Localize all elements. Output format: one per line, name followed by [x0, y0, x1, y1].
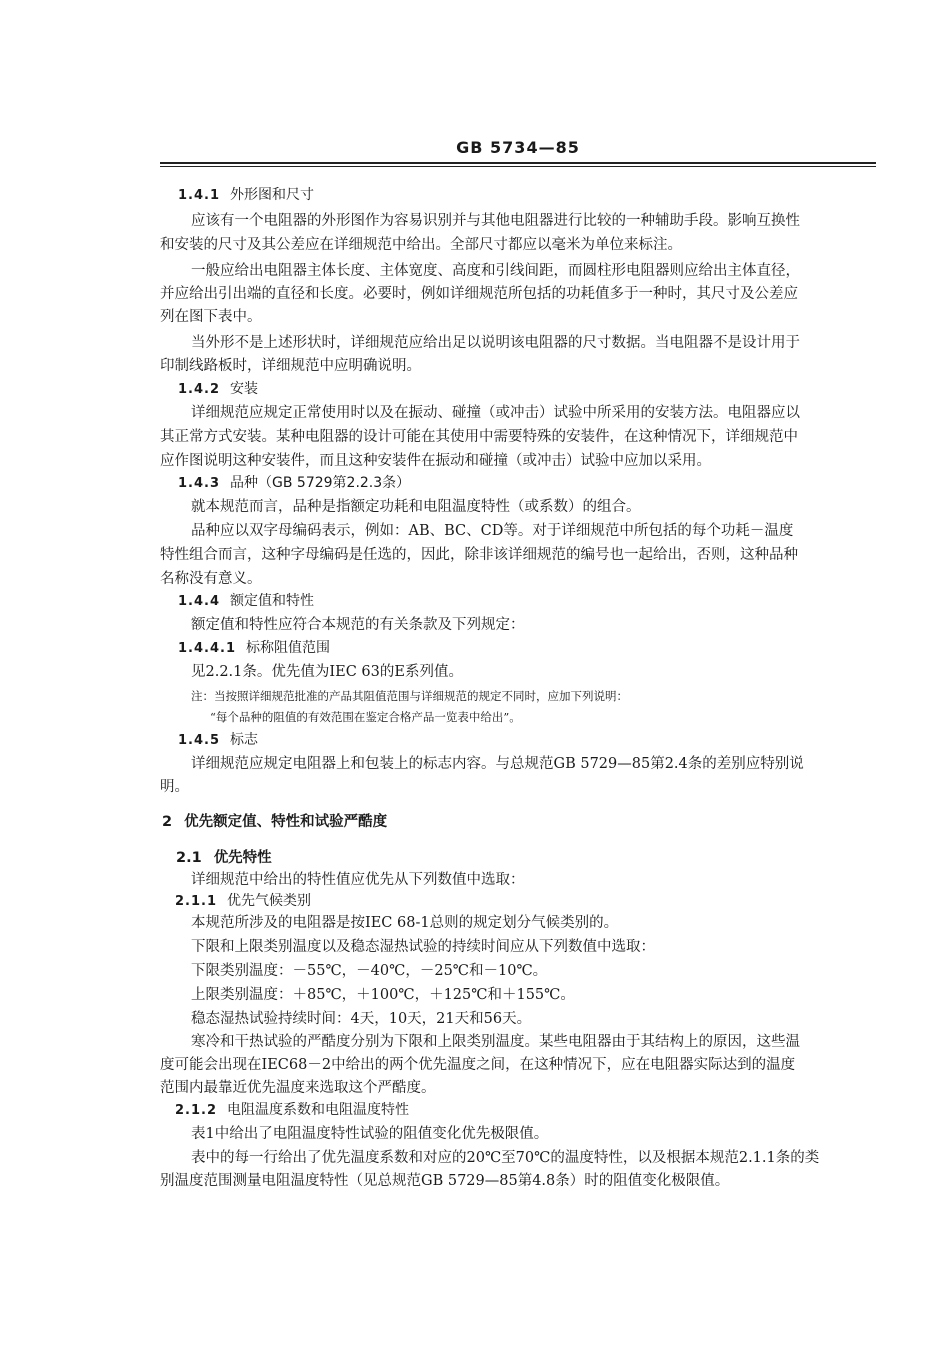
paragraph-line: 下限和上限类别温度以及稳态湿热试验的持续时间应从下列数值中选取： — [191, 939, 655, 955]
paragraph-line: 范围内最靠近优先温度来选取这个严酷度。 — [160, 1080, 436, 1096]
heading-2-1-1 — [175, 891, 311, 912]
paragraph-line: 表中的每一行给出了优先温度系数和对应的20℃至70℃的温度特性，以及根据本规范2.1.1条的类 — [191, 1150, 820, 1166]
heading-1-4-1 — [178, 185, 314, 206]
section-number: 1.4.3 — [178, 476, 221, 491]
header-rule — [160, 162, 876, 164]
paragraph-line: 列在图下表中。 — [160, 309, 262, 325]
header-rule-thin — [160, 166, 876, 167]
heading-2 — [162, 812, 387, 832]
paragraph-line: 印制线路板时，详细规范中应明确说明。 — [160, 358, 421, 374]
section-title: 优先特性 — [213, 850, 272, 866]
paragraph-line: 其正常方式安装。某种电阻器的设计可能在其使用中需要特殊的安装件，在这种情况下，详细规范中 — [160, 429, 798, 445]
section-number: 1.4.5 — [178, 733, 221, 748]
paragraph-line: 寒冷和干热试验的严酷度分别为下限和上限类别温度。某些电阻器由于其结构上的原因，这些温 — [191, 1034, 800, 1050]
section-number: 2.1.1 — [175, 894, 218, 909]
section-title: 安装 — [230, 381, 259, 397]
section-title: 额定值和特性 — [230, 593, 315, 609]
section-number: 1.4.1 — [178, 188, 221, 203]
paragraph-line: 当外形不是上述形状时，详细规范应给出足以说明该电阻器的尺寸数据。当电阻器不是设计用于 — [191, 335, 800, 351]
section-title: 标称阻值范围 — [246, 640, 330, 656]
paragraph-line: 特性组合而言，这种字母编码是任选的，因此，除非该详细规范的编号也一起给出，否则，这种品种 — [160, 547, 798, 563]
section-title: 电阻温度系数和电阻温度特性 — [227, 1102, 410, 1118]
section-number: 2 — [162, 814, 173, 830]
paragraph-line: 上限类别温度：＋85℃，＋100℃，＋125℃和＋155℃。 — [191, 987, 575, 1003]
section-number: 1.4.4 — [178, 594, 221, 609]
paragraph-line: 详细规范中给出的特性值应优先从下列数值中选取： — [191, 872, 525, 888]
paragraph-line: 度可能会出现在IEC68－2中给出的两个优先温度之间，在这种情况下，应在电阻器实际达到的温度 — [160, 1057, 796, 1073]
paragraph-line: 应作图说明这种安装件，而且这种安装件在振动和碰撞（或冲击）试验中应加以采用。 — [160, 453, 711, 469]
heading-1-4-3 — [178, 473, 410, 494]
paragraph-line: 和安装的尺寸及其公差应在详细规范中给出。全部尺寸都应以毫米为单位来标注。 — [160, 237, 682, 253]
note-line: “每个品种的阻值的有效范围在鉴定合格产品一览表中给出”。 — [210, 710, 521, 724]
section-title: 优先额定值、特性和试验严酷度 — [184, 814, 388, 830]
note-line: 注：当按照详细规范批准的产品其阻值范围与详细规范的规定不同时，应加下列说明： — [191, 689, 628, 703]
section-title: 外形图和尺寸 — [230, 187, 315, 203]
heading-1-4-4-1 — [178, 638, 330, 659]
section-title: 品种（GB 5729第2.2.3条） — [230, 475, 411, 491]
section-number: 1.4.4.1 — [178, 641, 236, 656]
paragraph-line: 品种应以双字母编码表示，例如：AB、BC、CD等。对于详细规范中所包括的每个功耗－温度 — [191, 523, 794, 539]
paragraph-line: 就本规范而言，品种是指额定功耗和电阻温度特性（或系数）的组合。 — [191, 499, 641, 515]
heading-2-1 — [176, 848, 272, 868]
paragraph-line: 明。 — [160, 779, 189, 795]
page-header: GB 5734—85 — [456, 138, 580, 157]
paragraph-line: 本规范所涉及的电阻器是按IEC 68-1总则的规定划分气候类别的。 — [191, 915, 619, 931]
heading-1-4-2 — [178, 379, 258, 400]
paragraph-line: 下限类别温度：－55℃，－40℃，－25℃和－10℃。 — [191, 963, 548, 979]
heading-1-4-4 — [178, 591, 314, 612]
paragraph-line: 详细规范应规定电阻器上和包装上的标志内容。与总规范GB 5729—85第2.4条的差别应特别说 — [191, 756, 804, 772]
paragraph-line: 一般应给出电阻器主体长度、主体宽度、高度和引线间距，而圆柱形电阻器则应给出主体直径， — [191, 263, 800, 279]
section-title: 优先气候类别 — [227, 893, 312, 909]
paragraph-line: 见2.2.1条。优先值为IEC 63的E系列值。 — [191, 664, 463, 680]
paragraph-line: 应该有一个电阻器的外形图作为容易识别并与其他电阻器进行比较的一种辅助手段。影响互换性 — [191, 213, 800, 229]
paragraph-line: 名称没有意义。 — [160, 571, 262, 587]
paragraph-line: 额定值和特性应符合本规范的有关条款及下列规定： — [191, 617, 525, 633]
section-number: 2.1 — [176, 850, 202, 866]
section-number: 1.4.2 — [178, 382, 221, 397]
paragraph-line: 并应给出引出端的直径和长度。必要时，例如详细规范所包括的功耗值多于一种时，其尺寸及公差应 — [160, 286, 798, 302]
paragraph-line: 稳态湿热试验持续时间：4天，10天，21天和56天。 — [191, 1011, 532, 1027]
heading-1-4-5 — [178, 730, 258, 751]
paragraph-line: 表1中给出了电阻温度特性试验的阻值变化优先极限值。 — [191, 1126, 549, 1142]
paragraph-line: 详细规范应规定正常使用时以及在振动、碰撞（或冲击）试验中所采用的安装方法。电阻器应以 — [191, 405, 800, 421]
paragraph-line: 别温度范围测量电阻温度特性（见总规范GB 5729—85第4.8条）时的阻值变化极限值。 — [160, 1173, 730, 1189]
section-title: 标志 — [230, 732, 259, 748]
section-number: 2.1.2 — [175, 1103, 218, 1118]
heading-2-1-2 — [175, 1100, 409, 1121]
